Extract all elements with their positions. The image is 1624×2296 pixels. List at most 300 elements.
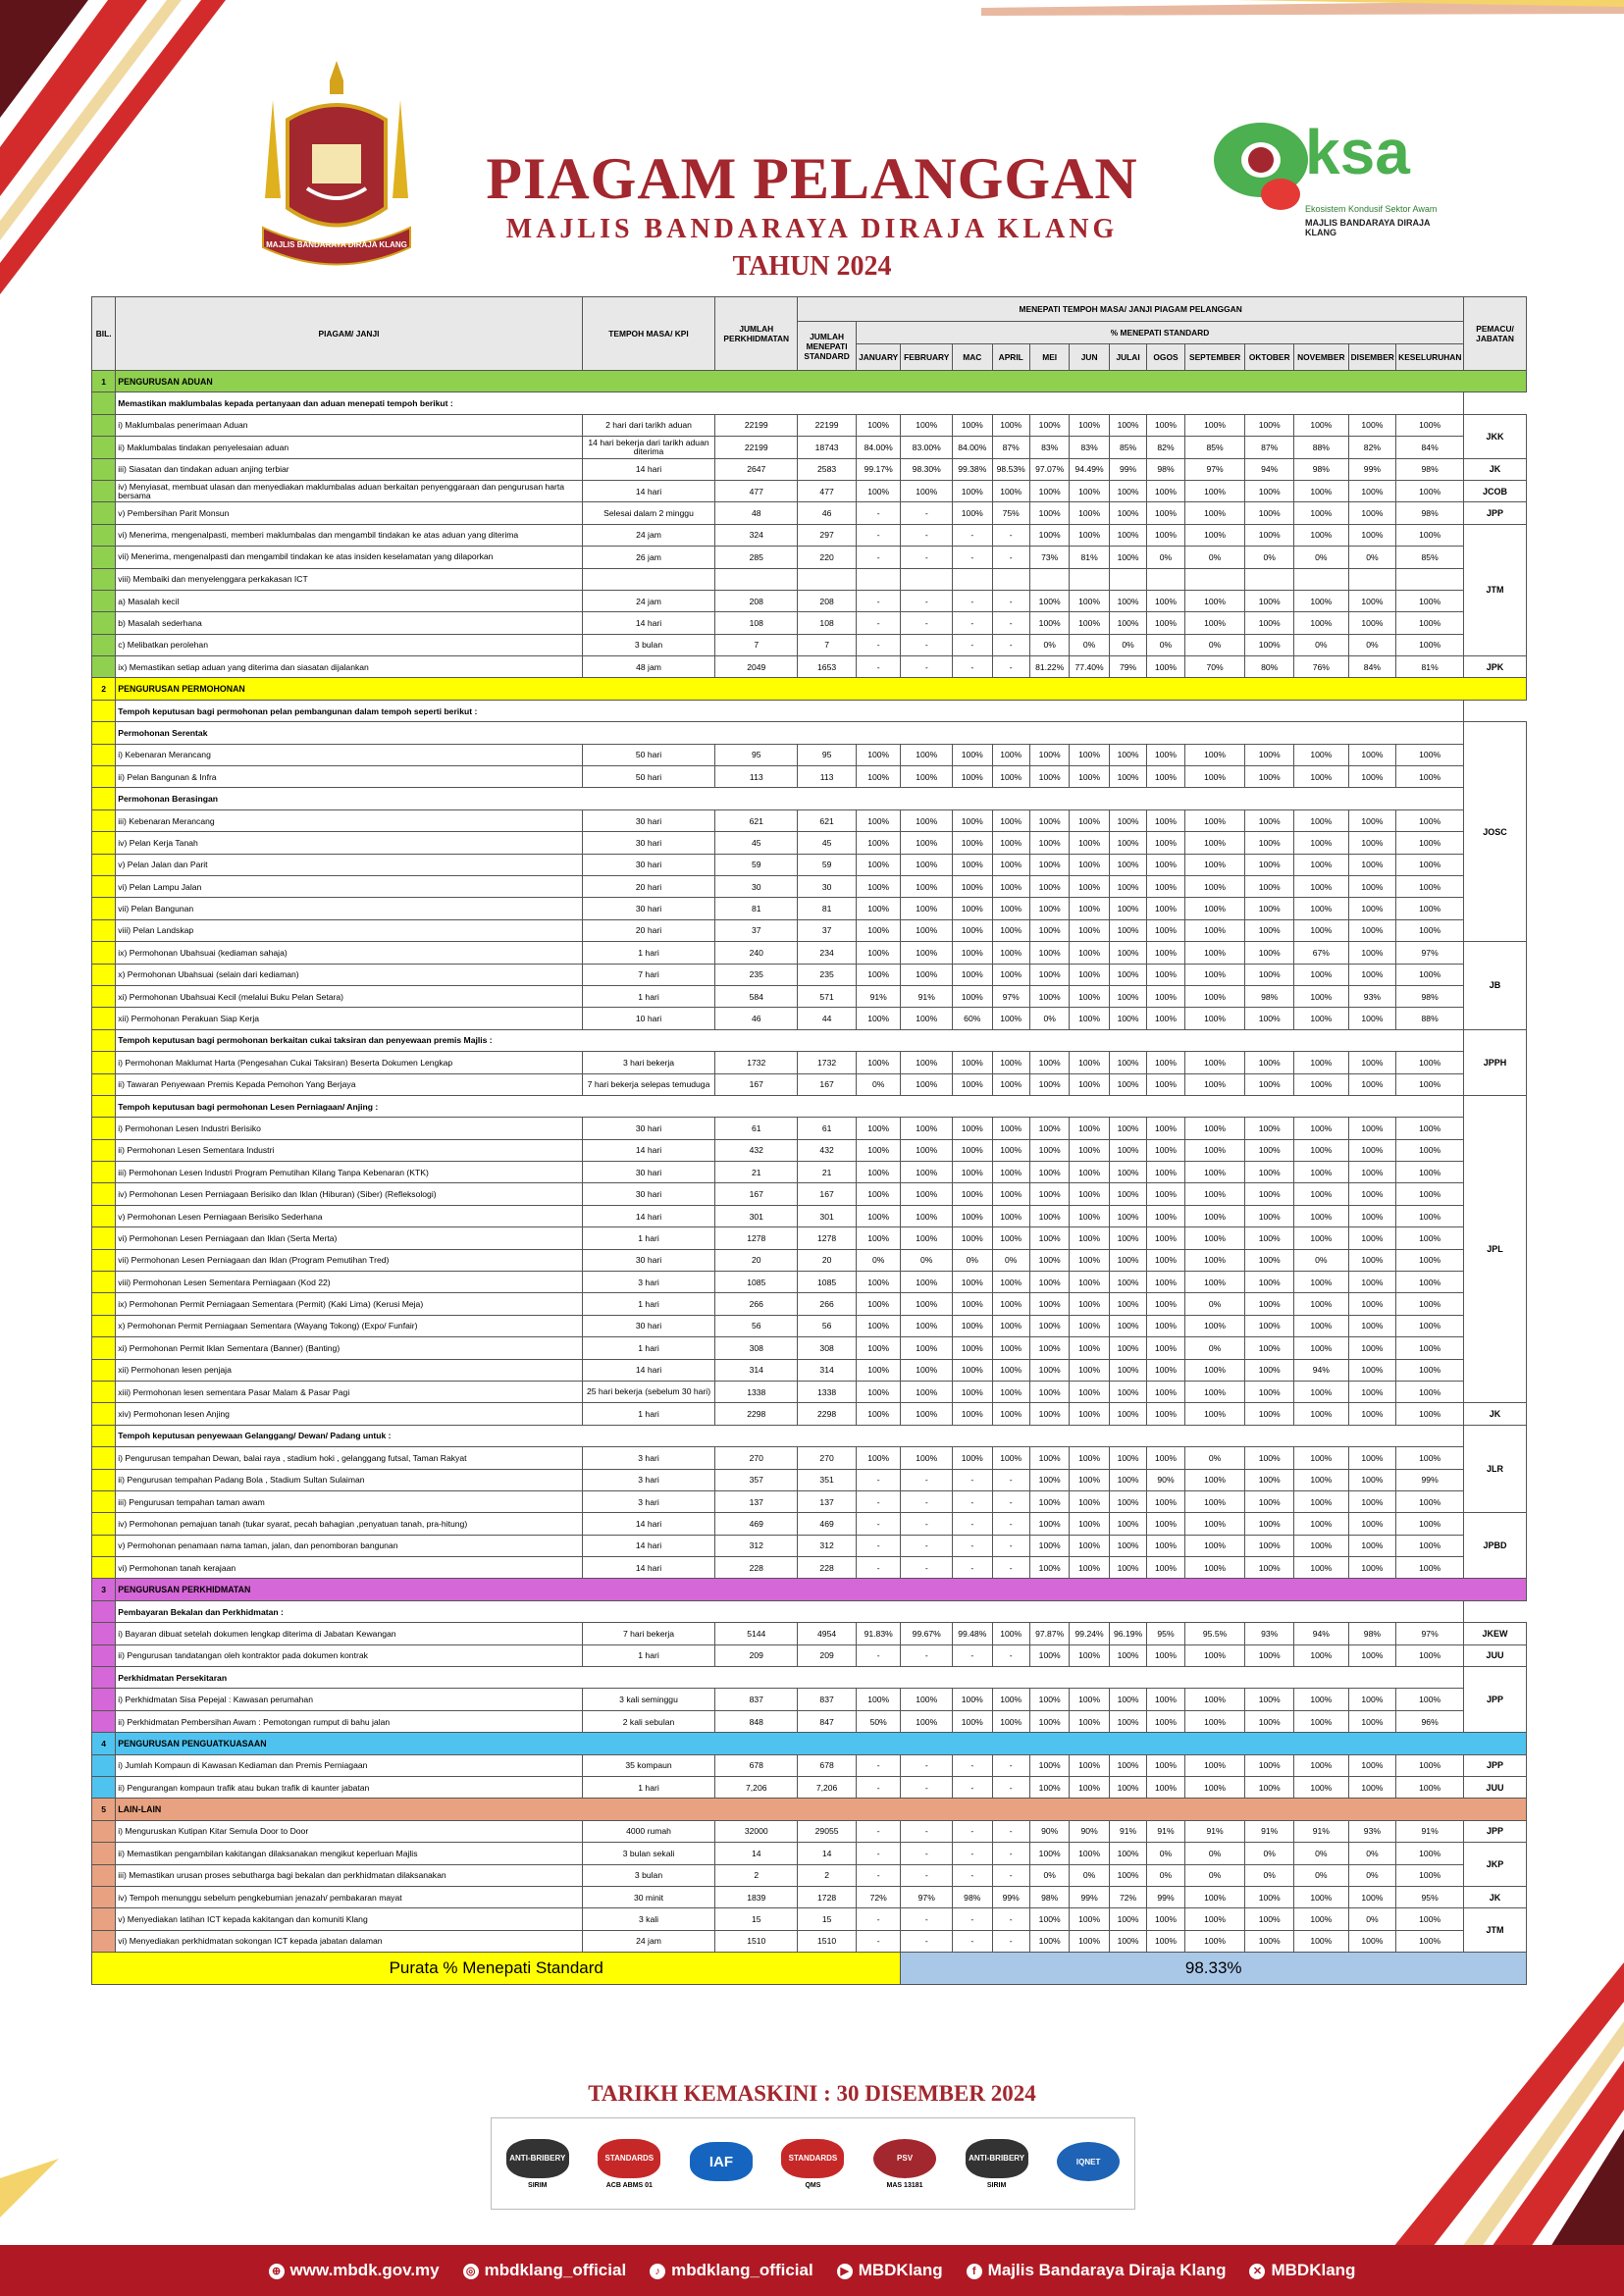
social-link[interactable]: [269, 2261, 440, 2280]
row-percent: -: [992, 656, 1029, 678]
row-percent: 100%: [1109, 547, 1146, 568]
row-percent: 100%: [1396, 809, 1464, 831]
row-percent: -: [856, 656, 901, 678]
row-jumlah-menepati: 571: [798, 985, 857, 1007]
row-percent: 70%: [1184, 656, 1245, 678]
section-color-strip: [92, 568, 116, 590]
row-percent: 99%: [1396, 1469, 1464, 1490]
row-percent: 100%: [901, 1073, 953, 1095]
row-percent: 100%: [1147, 1293, 1184, 1315]
section-color-strip: [92, 1183, 116, 1205]
row-jumlah-menepati: 1085: [798, 1272, 857, 1293]
row-percent: 100%: [1109, 1843, 1146, 1864]
row-percent: 100%: [1293, 1689, 1348, 1710]
row-percent: 88%: [1293, 437, 1348, 458]
row-percent: 0%: [901, 1249, 953, 1271]
row-jumlah-menepati: 81: [798, 898, 857, 919]
subheading-text: Memastikan maklumbalas kepada pertanyaan dan aduan menepati tempoh berikut :: [116, 392, 1464, 414]
row-percent: 100%: [1348, 524, 1396, 546]
cert-logo: [1057, 2129, 1120, 2198]
row-percent: 100%: [1348, 1183, 1396, 1205]
row-percent: 100%: [953, 854, 992, 875]
social-link-text: www.mbdk.gov.my: [289, 2261, 440, 2279]
section-color-strip: [92, 392, 116, 414]
row-percent: 100%: [1293, 1008, 1348, 1029]
row-percent: 100%: [1147, 1205, 1184, 1226]
row-percent: 100%: [992, 1381, 1029, 1402]
row-percent: 100%: [1348, 744, 1396, 765]
pemacu-jabatan: JK: [1464, 458, 1527, 480]
header-jumlah: JUMLAH PERKHIDMATAN: [715, 297, 798, 371]
row-percent: 100%: [1109, 1249, 1146, 1271]
row-percent: 100%: [1396, 1227, 1464, 1249]
cert-badge-icon: ANTI-BRIBERY: [966, 2139, 1028, 2178]
row-percent: 100%: [1147, 590, 1184, 611]
row-percent: 100%: [1245, 964, 1294, 985]
empty-cell: [1029, 568, 1069, 590]
section-number: 2: [92, 678, 116, 700]
row-percent: -: [992, 547, 1029, 568]
row-percent: 100%: [953, 502, 992, 524]
row-percent: 100%: [1147, 1535, 1184, 1556]
row-percent: 100%: [1070, 1052, 1109, 1073]
row-percent: 100%: [1029, 809, 1069, 831]
row-percent: -: [856, 1754, 901, 1776]
row-percent: 100%: [1245, 480, 1294, 501]
row-percent: 99.38%: [953, 458, 992, 480]
row-percent: 100%: [1070, 1447, 1109, 1469]
subheading-text: Tempoh keputusan bagi permohonan Lesen Perniagaan/ Anjing :: [116, 1095, 1464, 1117]
row-tempoh: 30 hari: [582, 1183, 715, 1205]
row-percent: 100%: [1348, 1447, 1396, 1469]
row-percent: 100%: [1070, 1227, 1109, 1249]
row-jumlah: 56: [715, 1315, 798, 1336]
row-percent: 100%: [992, 1710, 1029, 1732]
row-percent: 97%: [901, 1886, 953, 1907]
row-percent: -: [901, 1469, 953, 1490]
row-percent: -: [856, 612, 901, 634]
row-percent: -: [856, 634, 901, 655]
row-percent: 100%: [1293, 1710, 1348, 1732]
row-percent: 99.24%: [1070, 1623, 1109, 1644]
row-percent: 95.5%: [1184, 1623, 1245, 1644]
row-percent: 100%: [1109, 480, 1146, 501]
row-percent: 100%: [901, 1381, 953, 1402]
row-percent: 100%: [1070, 1535, 1109, 1556]
row-percent: 100%: [1029, 1205, 1069, 1226]
row-percent: 100%: [1348, 414, 1396, 436]
table-row: [92, 964, 1527, 985]
row-percent: 100%: [856, 1337, 901, 1359]
row-percent: 100%: [1109, 1139, 1146, 1161]
section-title: PENGURUSAN PERMOHONAN: [116, 678, 1527, 700]
table-row: [92, 1249, 1527, 1271]
section-color-strip: [92, 919, 116, 941]
table-row: [92, 744, 1527, 765]
row-description: iii) Memastikan urusan proses sebutharga bagi bekalan dan perkhidmatan dilaksanakan: [116, 1864, 582, 1886]
row-percent: 100%: [901, 1293, 953, 1315]
row-percent: 0%: [1293, 1249, 1348, 1271]
row-percent: 100%: [1293, 854, 1348, 875]
row-percent: 0%: [1147, 1864, 1184, 1886]
row-percent: -: [992, 1908, 1029, 1930]
section-color-strip: [92, 1293, 116, 1315]
row-percent: 100%: [1147, 766, 1184, 788]
empty-cell: [1245, 568, 1294, 590]
row-jumlah: 20: [715, 1249, 798, 1271]
row-jumlah-menepati: 297: [798, 524, 857, 546]
row-percent: 100%: [1348, 1073, 1396, 1095]
row-percent: 100%: [953, 1689, 992, 1710]
row-percent: 100%: [1245, 744, 1294, 765]
row-percent: 100%: [901, 1337, 953, 1359]
row-percent: 82%: [1147, 437, 1184, 458]
row-percent: 100%: [901, 744, 953, 765]
row-percent: 100%: [953, 875, 992, 897]
section-color-strip: [92, 942, 116, 964]
row-percent: 100%: [1184, 985, 1245, 1007]
row-percent: 100%: [1184, 1118, 1245, 1139]
pemacu-jabatan: JOSC: [1464, 722, 1527, 942]
row-percent: 100%: [953, 832, 992, 854]
pemacu-jabatan: JPP: [1464, 502, 1527, 524]
row-percent: 100%: [856, 1139, 901, 1161]
row-percent: 100%: [1184, 919, 1245, 941]
row-percent: 100%: [901, 942, 953, 964]
row-percent: 100%: [1147, 524, 1184, 546]
row-percent: 100%: [1029, 832, 1069, 854]
section-color-strip: [92, 700, 116, 721]
row-percent: 100%: [1147, 942, 1184, 964]
pemacu-jabatan: JTM: [1464, 524, 1527, 655]
row-percent: 100%: [901, 414, 953, 436]
row-percent: 100%: [1184, 1689, 1245, 1710]
table-row: [92, 480, 1527, 501]
row-percent: 100%: [1070, 1381, 1109, 1402]
row-percent: 100%: [1029, 1118, 1069, 1139]
row-percent: 100%: [1184, 1886, 1245, 1907]
social-link[interactable]: [650, 2261, 813, 2280]
row-jumlah: 22199: [715, 414, 798, 436]
row-percent: 100%: [856, 898, 901, 919]
header-piagam: PIAGAM/ JANJI: [116, 297, 582, 371]
row-percent: 0%: [1348, 634, 1396, 655]
row-jumlah-menepati: 56: [798, 1315, 857, 1336]
social-link-text: MBDKlang: [1271, 2261, 1356, 2279]
row-percent: 100%: [1245, 1337, 1294, 1359]
row-percent: -: [992, 1864, 1029, 1886]
row-percent: 100%: [1293, 875, 1348, 897]
row-percent: 100%: [1245, 414, 1294, 436]
row-percent: -: [856, 1843, 901, 1864]
row-percent: 100%: [1396, 766, 1464, 788]
instagram-icon: ◎: [463, 2264, 479, 2279]
row-description: ii) Pengurusan tempahan Padang Bola , Stadium Sultan Sulaiman: [116, 1469, 582, 1490]
row-jumlah-menepati: 1510: [798, 1930, 857, 1952]
row-percent: 100%: [1245, 1008, 1294, 1029]
row-jumlah: 37: [715, 919, 798, 941]
row-percent: 100%: [953, 919, 992, 941]
row-percent: 100%: [1070, 942, 1109, 964]
row-percent: 100%: [1245, 1930, 1294, 1952]
row-percent: 100%: [1184, 744, 1245, 765]
row-percent: 100%: [1184, 1139, 1245, 1161]
empty-cell: [582, 568, 715, 590]
row-percent: 100%: [1245, 1073, 1294, 1095]
row-percent: 100%: [1070, 1710, 1109, 1732]
table-row: [92, 1754, 1527, 1776]
cert-logo: [873, 2129, 936, 2198]
row-percent: 100%: [1293, 1337, 1348, 1359]
row-percent: 90%: [1070, 1820, 1109, 1842]
cert-badge-icon: PSV: [873, 2139, 936, 2178]
row-jumlah-menepati: 314: [798, 1359, 857, 1381]
row-percent: 100%: [992, 1118, 1029, 1139]
row-percent: -: [992, 1644, 1029, 1666]
row-percent: 100%: [1109, 1052, 1146, 1073]
row-jumlah-menepati: 108: [798, 612, 857, 634]
row-percent: 100%: [1029, 1073, 1069, 1095]
row-percent: 100%: [901, 832, 953, 854]
row-percent: 100%: [1147, 1008, 1184, 1029]
table-row: [92, 1205, 1527, 1226]
table-row: [92, 590, 1527, 611]
ksa-logo-caption2: MAJLIS BANDARAYA DIRAJA KLANG: [1305, 218, 1431, 237]
row-percent: 100%: [1396, 1535, 1464, 1556]
row-percent: 100%: [992, 942, 1029, 964]
row-percent: 100%: [953, 1272, 992, 1293]
pemacu-jabatan: JPBD: [1464, 1513, 1527, 1579]
row-percent: 100%: [1109, 942, 1146, 964]
row-percent: 100%: [901, 919, 953, 941]
row-percent: 100%: [856, 1381, 901, 1402]
section-number: 5: [92, 1799, 116, 1820]
cert-caption: MAS 13181: [886, 2181, 923, 2189]
row-percent: 0%: [1029, 634, 1069, 655]
row-percent: 100%: [953, 964, 992, 985]
row-percent: 100%: [1396, 1337, 1464, 1359]
row-percent: -: [992, 1777, 1029, 1799]
row-jumlah-menepati: 477: [798, 480, 857, 501]
row-percent: 100%: [1396, 875, 1464, 897]
row-percent: 100%: [1109, 919, 1146, 941]
section-color-strip: [92, 1073, 116, 1095]
row-percent: 100%: [1029, 1359, 1069, 1381]
row-percent: 100%: [1109, 832, 1146, 854]
table-row: [92, 1535, 1527, 1556]
row-percent: 93%: [1245, 1623, 1294, 1644]
row-percent: 100%: [953, 1118, 992, 1139]
row-percent: 100%: [1184, 502, 1245, 524]
row-percent: 100%: [1147, 1272, 1184, 1293]
table-row: [92, 1272, 1527, 1293]
row-percent: 0%: [1109, 634, 1146, 655]
row-percent: 0%: [1245, 1864, 1294, 1886]
header-month: NOVEMBER: [1293, 344, 1348, 371]
empty-cell: [992, 568, 1029, 590]
row-percent: 100%: [1293, 502, 1348, 524]
row-jumlah: 108: [715, 612, 798, 634]
row-percent: 100%: [1348, 942, 1396, 964]
social-link[interactable]: [837, 2261, 943, 2280]
row-jumlah-menepati: 4954: [798, 1623, 857, 1644]
table-row: [92, 1183, 1527, 1205]
row-percent: 100%: [953, 1052, 992, 1073]
row-percent: 100%: [901, 1359, 953, 1381]
row-percent: 100%: [856, 1272, 901, 1293]
page-title: PIAGAM PELANGGAN: [486, 146, 1138, 211]
certification-logos: [491, 2117, 1135, 2210]
row-percent: 100%: [953, 1403, 992, 1425]
table-row: [92, 832, 1527, 854]
row-percent: 100%: [1293, 480, 1348, 501]
row-percent: 0%: [1147, 1843, 1184, 1864]
row-percent: 100%: [1396, 1118, 1464, 1139]
row-percent: 100%: [1293, 1754, 1348, 1776]
row-percent: 100%: [856, 1227, 901, 1249]
row-percent: 98%: [1293, 458, 1348, 480]
row-percent: -: [953, 1469, 992, 1490]
row-description: ii) Pelan Bangunan & Infra: [116, 766, 582, 788]
row-percent: 100%: [1070, 964, 1109, 985]
row-percent: 100%: [1184, 1008, 1245, 1029]
row-percent: 100%: [1293, 1272, 1348, 1293]
row-percent: 94%: [1293, 1359, 1348, 1381]
youtube-icon: ▶: [837, 2264, 853, 2279]
row-description: viii) Membaiki dan menyelenggara perkakasan ICT: [116, 568, 582, 590]
row-percent: 79%: [1109, 656, 1146, 678]
row-percent: 100%: [1070, 590, 1109, 611]
row-percent: -: [901, 612, 953, 634]
pemacu-jabatan: JK: [1464, 1403, 1527, 1425]
row-description: iii) Pengurusan tempahan taman awam: [116, 1490, 582, 1512]
corner-decoration-top-right: [981, 0, 1624, 39]
row-percent: 100%: [901, 1689, 953, 1710]
row-jumlah: 357: [715, 1469, 798, 1490]
row-percent: 100%: [1070, 1162, 1109, 1183]
row-percent: 100%: [1245, 1513, 1294, 1535]
subheading-row: [92, 788, 1527, 809]
row-jumlah-menepati: 220: [798, 547, 857, 568]
row-description: i) Menguruskan Kutipan Kitar Semula Door to Door: [116, 1820, 582, 1842]
row-percent: 100%: [1348, 502, 1396, 524]
row-percent: 100%: [1293, 1381, 1348, 1402]
row-tempoh: 3 hari: [582, 1490, 715, 1512]
row-percent: 100%: [1245, 1249, 1294, 1271]
row-percent: 100%: [1147, 1447, 1184, 1469]
row-percent: 100%: [1293, 1205, 1348, 1226]
row-jumlah-menepati: 167: [798, 1183, 857, 1205]
row-percent: 100%: [1184, 1754, 1245, 1776]
row-tempoh: 3 hari: [582, 1272, 715, 1293]
row-percent: 100%: [1070, 1272, 1109, 1293]
row-jumlah-menepati: 7: [798, 634, 857, 655]
row-percent: 100%: [1245, 1689, 1294, 1710]
row-percent: -: [992, 1557, 1029, 1579]
table-row: [92, 1886, 1527, 1907]
row-percent: 99.48%: [953, 1623, 992, 1644]
row-percent: -: [992, 1490, 1029, 1512]
ksa-logo-text: ksa: [1305, 117, 1410, 187]
cert-badge-icon: IAF: [690, 2142, 753, 2181]
row-percent: 0%: [1293, 1843, 1348, 1864]
table-row: [92, 1073, 1527, 1095]
row-percent: 97%: [992, 985, 1029, 1007]
row-percent: -: [856, 1820, 901, 1842]
row-percent: -: [901, 1864, 953, 1886]
row-tempoh: 30 hari: [582, 1315, 715, 1336]
row-jumlah: 1278: [715, 1227, 798, 1249]
row-jumlah: 1338: [715, 1381, 798, 1402]
table-row: [92, 1052, 1527, 1073]
row-percent: -: [856, 1557, 901, 1579]
row-jumlah-menepati: 46: [798, 502, 857, 524]
row-percent: 100%: [992, 744, 1029, 765]
table-row: [92, 875, 1527, 897]
row-percent: 100%: [1109, 1359, 1146, 1381]
row-percent: 100%: [953, 480, 992, 501]
row-percent: 100%: [1147, 1118, 1184, 1139]
row-percent: 0%: [1293, 634, 1348, 655]
row-percent: 100%: [1147, 744, 1184, 765]
row-tempoh: 14 hari: [582, 1205, 715, 1226]
row-percent: 0%: [1293, 1864, 1348, 1886]
row-percent: 87%: [992, 437, 1029, 458]
row-percent: 97.87%: [1029, 1623, 1069, 1644]
row-description: xi) Permohonan Ubahsuai Kecil (melalui Buku Pelan Setara): [116, 985, 582, 1007]
row-percent: 100%: [992, 1139, 1029, 1161]
row-percent: 0%: [953, 1249, 992, 1271]
social-link[interactable]: [967, 2261, 1227, 2280]
row-percent: 100%: [1029, 524, 1069, 546]
social-link[interactable]: [1249, 2261, 1355, 2280]
row-jumlah-menepati: 234: [798, 942, 857, 964]
row-tempoh: 24 jam: [582, 590, 715, 611]
row-percent: 100%: [1147, 1381, 1184, 1402]
row-percent: 100%: [1029, 1908, 1069, 1930]
row-percent: 100%: [1184, 1644, 1245, 1666]
row-percent: 100%: [953, 942, 992, 964]
row-percent: 100%: [1029, 985, 1069, 1007]
row-percent: 0%: [1029, 1864, 1069, 1886]
section-color-strip: [92, 1689, 116, 1710]
row-percent: 91%: [1396, 1820, 1464, 1842]
row-percent: 100%: [1109, 1864, 1146, 1886]
row-percent: 100%: [1396, 744, 1464, 765]
row-tempoh: 2 hari dari tarikh aduan: [582, 414, 715, 436]
row-percent: 60%: [953, 1008, 992, 1029]
section-color-strip: [92, 1337, 116, 1359]
pemacu-jabatan: JK: [1464, 1886, 1527, 1907]
row-jumlah: 301: [715, 1205, 798, 1226]
globe-icon: ⊕: [269, 2264, 285, 2279]
social-link[interactable]: [463, 2261, 627, 2280]
row-description: vi) Permohonan Lesen Perniagaan dan Iklan (Serta Merta): [116, 1227, 582, 1249]
row-percent: 100%: [1147, 964, 1184, 985]
social-link-text: MBDKlang: [858, 2261, 943, 2279]
section-row: [92, 678, 1527, 700]
empty-cell: [1396, 568, 1464, 590]
section-number: 3: [92, 1579, 116, 1600]
row-percent: -: [901, 656, 953, 678]
row-percent: 100%: [1184, 1557, 1245, 1579]
row-description: iii) Kebenaran Merancang: [116, 809, 582, 831]
row-percent: 100%: [1070, 1249, 1109, 1271]
row-percent: 100%: [1070, 744, 1109, 765]
page-subtitle: MAJLIS BANDARAYA DIRAJA KLANG: [505, 214, 1119, 244]
row-percent: 100%: [1109, 1205, 1146, 1226]
row-percent: 100%: [1070, 1557, 1109, 1579]
